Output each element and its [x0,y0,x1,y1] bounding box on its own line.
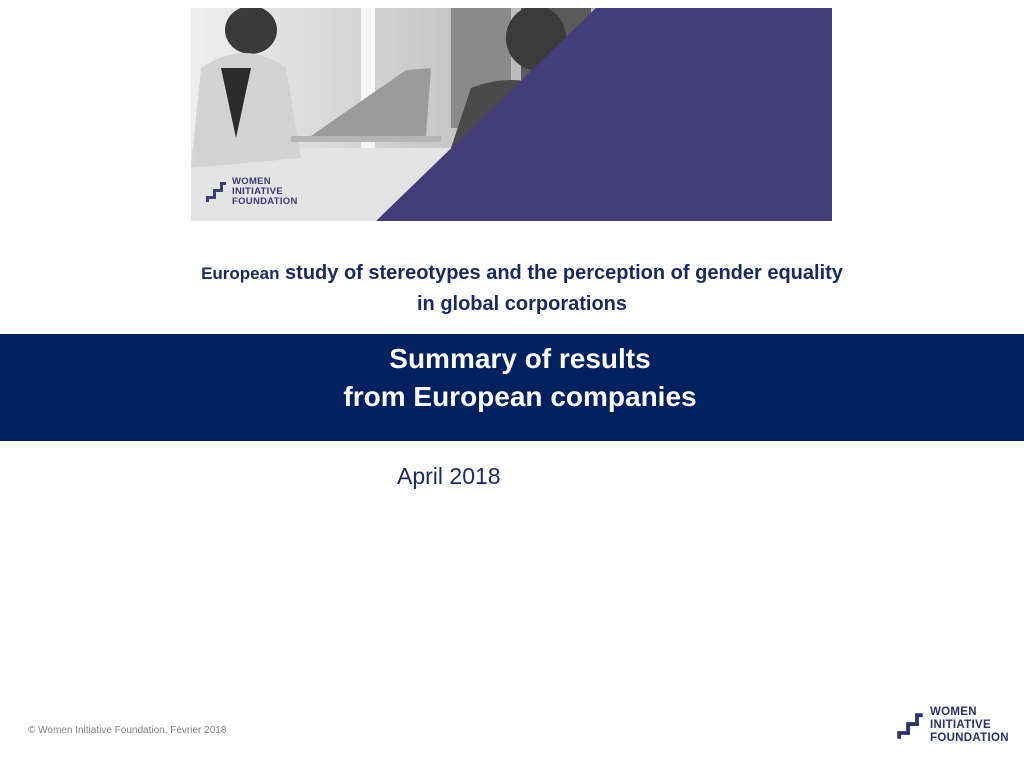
stair-logo-icon [896,712,924,740]
subtitle-lead: European [201,264,280,283]
hero-logo-text [232,177,298,207]
page-title [0,340,1024,416]
hero-logo-line2: INITIATIVE [232,186,283,197]
footer-logo-line3: FOUNDATION [930,732,1009,744]
footer-logo-text [930,706,1009,745]
title-line2: from European companies [343,381,697,412]
subtitle-line2: in global corporations [416,293,627,315]
hero-logo-line3: FOUNDATION [232,196,298,207]
study-subtitle [0,258,1024,319]
report-date: April 2018 [397,463,501,489]
footer-logo [896,706,1009,745]
hero-logo-line1: WOMEN [232,176,271,187]
subtitle-rest: study of stereotypes and the perception of gender equality [285,262,843,284]
copyright-notice: © Women Initiative Foundation, Février 2018 [28,725,227,736]
hero-banner [191,8,832,221]
title-line1: Summary of results [389,343,651,374]
stair-logo-icon [205,181,227,203]
footer-logo-line2: INITIATIVE [930,719,991,731]
subtitle-line1 [0,258,1024,289]
hero-logo [205,177,298,207]
footer-logo-line1: WOMEN [930,706,977,718]
